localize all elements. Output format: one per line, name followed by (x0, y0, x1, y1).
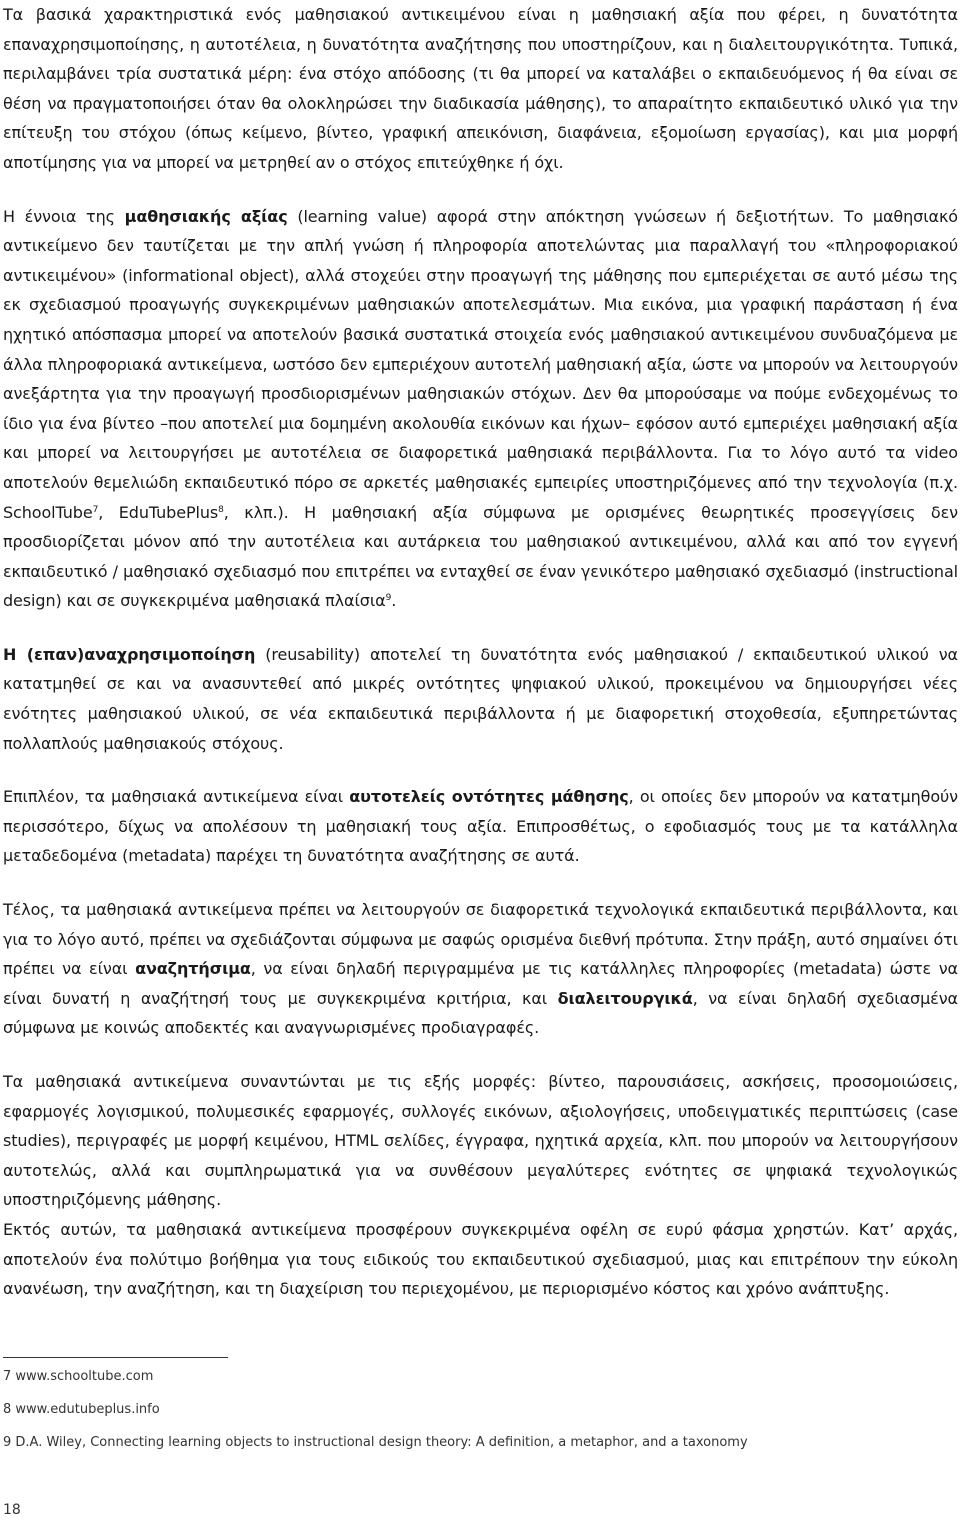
bold-term-interoperable: διαλειτουργικά (557, 988, 693, 1008)
paragraph-text: (reusability) αποτελεί τη δυνατότητα ενός μαθησιακού / εκπαιδευτικού υλικού να κατατμηθεί σε και να ανασυντεθεί από μικρές οντότητες ψηφιακού υλικού, προκειμένου να δημιουργήσει νέες ενότητες μαθησιακού υλικού, σε νέα εκπαιδευτικά περιβάλλοντα ή με διαφορετική στοχοθεσία, εξυπηρετώντας πολλαπλούς μαθησιακούς στόχους. (3, 644, 958, 753)
paragraph-text: Τα βασικά χαρακτηριστικά ενός μαθησιακού αντικειμένου είναι η μαθησιακή αξία που φέρει, η δυνατότητα επαναχρησιμοποίησης, η αυτοτέλεια, η δυνατότητα αναζήτησης που υποστηρίζουν, και η διαλειτουργικότητα. Τυπικά, περιλαμβάνει τρία συστατικά μέρη: ένα στόχο απόδοσης (τι θα μπορεί να καταλάβει ο εκπαιδευόμενος ή θα είναι σε θέση να πραγματοποιήσει όταν θα ολοκληρώσει την διαδικασία μάθησης), το απαραίτητο εκπαιδευτικό υλικό για την επίτευξη του στόχου (όπως κείμενο, βίντεο, γραφική απεικόνιση, διαφάνεια, εξομοίωση εργασίας), και μια μορφή αποτίμησης για να μπορεί να μετρηθεί αν ο στόχος επιτεύχθηκε ή όχι. (3, 5, 958, 172)
paragraph-text: . (391, 591, 397, 611)
footnote-ref-8: 8 (218, 504, 224, 515)
footnote-ref-9: 9 (385, 593, 392, 604)
footnote-9: 9 D.A. Wiley, Connecting learning objects to instructional design theory: A definition, a metaphor, and a taxonomy (3, 1435, 748, 1450)
paragraph-text: Εκτός αυτών, τα μαθησιακά αντικείμενα προσφέρουν συγκεκριμένα οφέλη σε ευρύ φάσμα χρηστών. Κατ’ αρχάς, αποτελούν ένα πολύτιμο βοήθημα για τους ειδικούς του εκπαιδευτικού σχεδιασμού, μιας και επιτρέπουν την εύκολη ανανέωση, την αναζήτηση, και τη διαχείριση του περιεχομένου, με περιορισμένο κόστος και χρόνο ανάπτυξης. (3, 1219, 958, 1299)
paragraph-self-contained (3, 782, 958, 871)
paragraph-text: , να είναι δηλαδή σχεδιασμένα σύμφωνα με κοινώς αποδεκτές και αναγνωρισμένες προδιαγραφές. (3, 988, 958, 1038)
footnote-8: 8 www.edutubeplus.info (3, 1402, 160, 1417)
bold-term-learning-value: μαθησιακής αξίας (124, 206, 288, 226)
footnotes (3, 1368, 943, 1467)
paragraph-text: Τα μαθησιακά αντικείμενα συναντώνται με τις εξής μορφές: βίντεο, παρουσιάσεις, ασκήσεις, προσομοιώσεις, εφαρμογές λογισμικού, πολυμεσικές εφαρμογές, συλλογές εικόνων, αξιολογήσεις, υποδειγματικές περιπτώσεις (case studies), περιγραφές με μορφή κειμένου, HTML σελίδες, έγγραφα, ηχητικά αρχεία, κλπ. που μπορούν να λειτουργήσουν αυτοτελώς, αλλά και συμπληρωματικά για να συνθέσουν μεγαλύτερες ενότητες σε ψηφιακά τεχνολογικώς υποστηριζόμενης μάθησης. (3, 1072, 958, 1210)
bold-term-self-contained-units: αυτοτελείς οντότητες μάθησης (349, 787, 629, 807)
paragraph-text: (learning value) αφορά στην απόκτηση γνώσεων ή δεξιοτήτων. Το μαθησιακό αντικείμενο δεν ταυτίζεται με την απλή γνώση ή πληροφορία αποτελώντας μια παραλλαγή του «πληροφοριακού αντικειμένου» (informational object), αλλά στοχεύει στην προαγωγή της μάθησης που εμπεριέχεται σε αυτό μέσω της εκ σχεδιασμού προαγωγής συγκεκριμένων μαθησιακών αποτελεσμάτων. Μια εικόνα, μια γραφική παράσταση ή ένα ηχητικό απόσπασμα μπορεί να αποτελούν βασικά συστατικά στοιχεία ενός μαθησιακού αντικειμένου συνδυαζόμενα με άλλα πληροφοριακά αντικείμενα, ωστόσο δεν εμπεριέχουν αυτοτελή μαθησιακή αξία, ώστε να μπορούν να λειτουργούν ανεξάρτητα για την προαγωγή προσδιορισμένων μαθησιακών στόχων. Δεν θα μπορούσαμε να πούμε ενδεχομένως το ίδιο για ένα βίντεο –που αποτελεί μια δομημένη ακολουθία εικόνων και ήχων– εφόσον αυτό εμπεριέχει μαθησιακή αξία και μπορεί να λειτουργήσει με αυτοτέλεια σε διαφορετικά μαθησιακά περιβάλλοντα. Για το λόγο αυτό τα video αποτελούν θεμελιώδη εκπαιδευτικό πόρο σε αρκετές μαθησιακές εμπειρίες υποστηριζόμενες από την τεχνολογία (π.χ. SchoolTube (3, 206, 958, 522)
paragraph-key-characteristics (3, 0, 958, 178)
paragraph-text: Τέλος, τα μαθησιακά αντικείμενα πρέπει να λειτουργούν σε διαφορετικά τεχνολογικά εκπαιδευτικά περιβάλλοντα, και για το λόγο αυτό, πρέπει να σχεδιάζονται σύμφωνα με σαφώς ορισμένα διεθνή πρότυπα. Στην πράξη, αυτό σημαίνει ότι πρέπει να είναι (3, 900, 958, 979)
footnote-separator (3, 1357, 228, 1358)
paragraph-standards (3, 895, 958, 1043)
paragraph-forms (3, 1067, 958, 1215)
footnote-7: 7 www.schooltube.com (3, 1369, 154, 1384)
paragraph-text: , EduTubePlus (98, 502, 219, 522)
paragraph-text: , να είναι δηλαδή περιγραμμένα με τις κατάλληλες πληροφορίες (metadata) ώστε να είναι δυνατή η αναζήτησή τους με συγκεκριμένα κριτήρια, και (3, 959, 958, 1008)
paragraph-text: Η έννοια της (3, 206, 125, 226)
footnote-ref-7: 7 (92, 504, 99, 515)
paragraph-text: Επιπλέον, τα μαθησιακά αντικείμενα είναι (3, 787, 350, 807)
paragraph-learning-value (3, 202, 958, 616)
bold-term-searchable: αναζητήσιμα (135, 959, 251, 979)
body-text (3, 0, 958, 1304)
bold-term-reusability: Η (επαν)αναχρησιμοποίηση (3, 644, 256, 664)
paragraph-text: , κλπ.). Η μαθησιακή αξία σύμφωνα με ορισμένες θεωρητικές προσεγγίσεις δεν προσδιορίζεται μόνον από την αυτοτέλεια και αυτάρκεια του μαθησιακού αντικειμένου, αλλά και από τον εγγενή εκπαιδευτικό / μαθησιακό σχεδιασμό που επιτρέπει να ενταχθεί σε έναν γενικότερο μαθησιακό σχεδιασμό (instructional design) και σε συγκεκριμένα μαθησιακά πλαίσια (3, 502, 959, 611)
page-number: 18 (3, 1502, 21, 1518)
paragraph-reusability (3, 640, 958, 758)
paragraph-benefits (3, 1215, 958, 1304)
paragraph-text: , οι οποίες δεν μπορούν να κατατμηθούν περισσότερο, δίχως να απολέσουν τη μαθησιακή τους αξία. Επιπροσθέτως, ο εφοδιασμός τους με τα κατάλληλα μεταδεδομένα (metadata) παρέχει τη δυνατότητα αναζήτησης σε αυτά. (3, 787, 958, 866)
